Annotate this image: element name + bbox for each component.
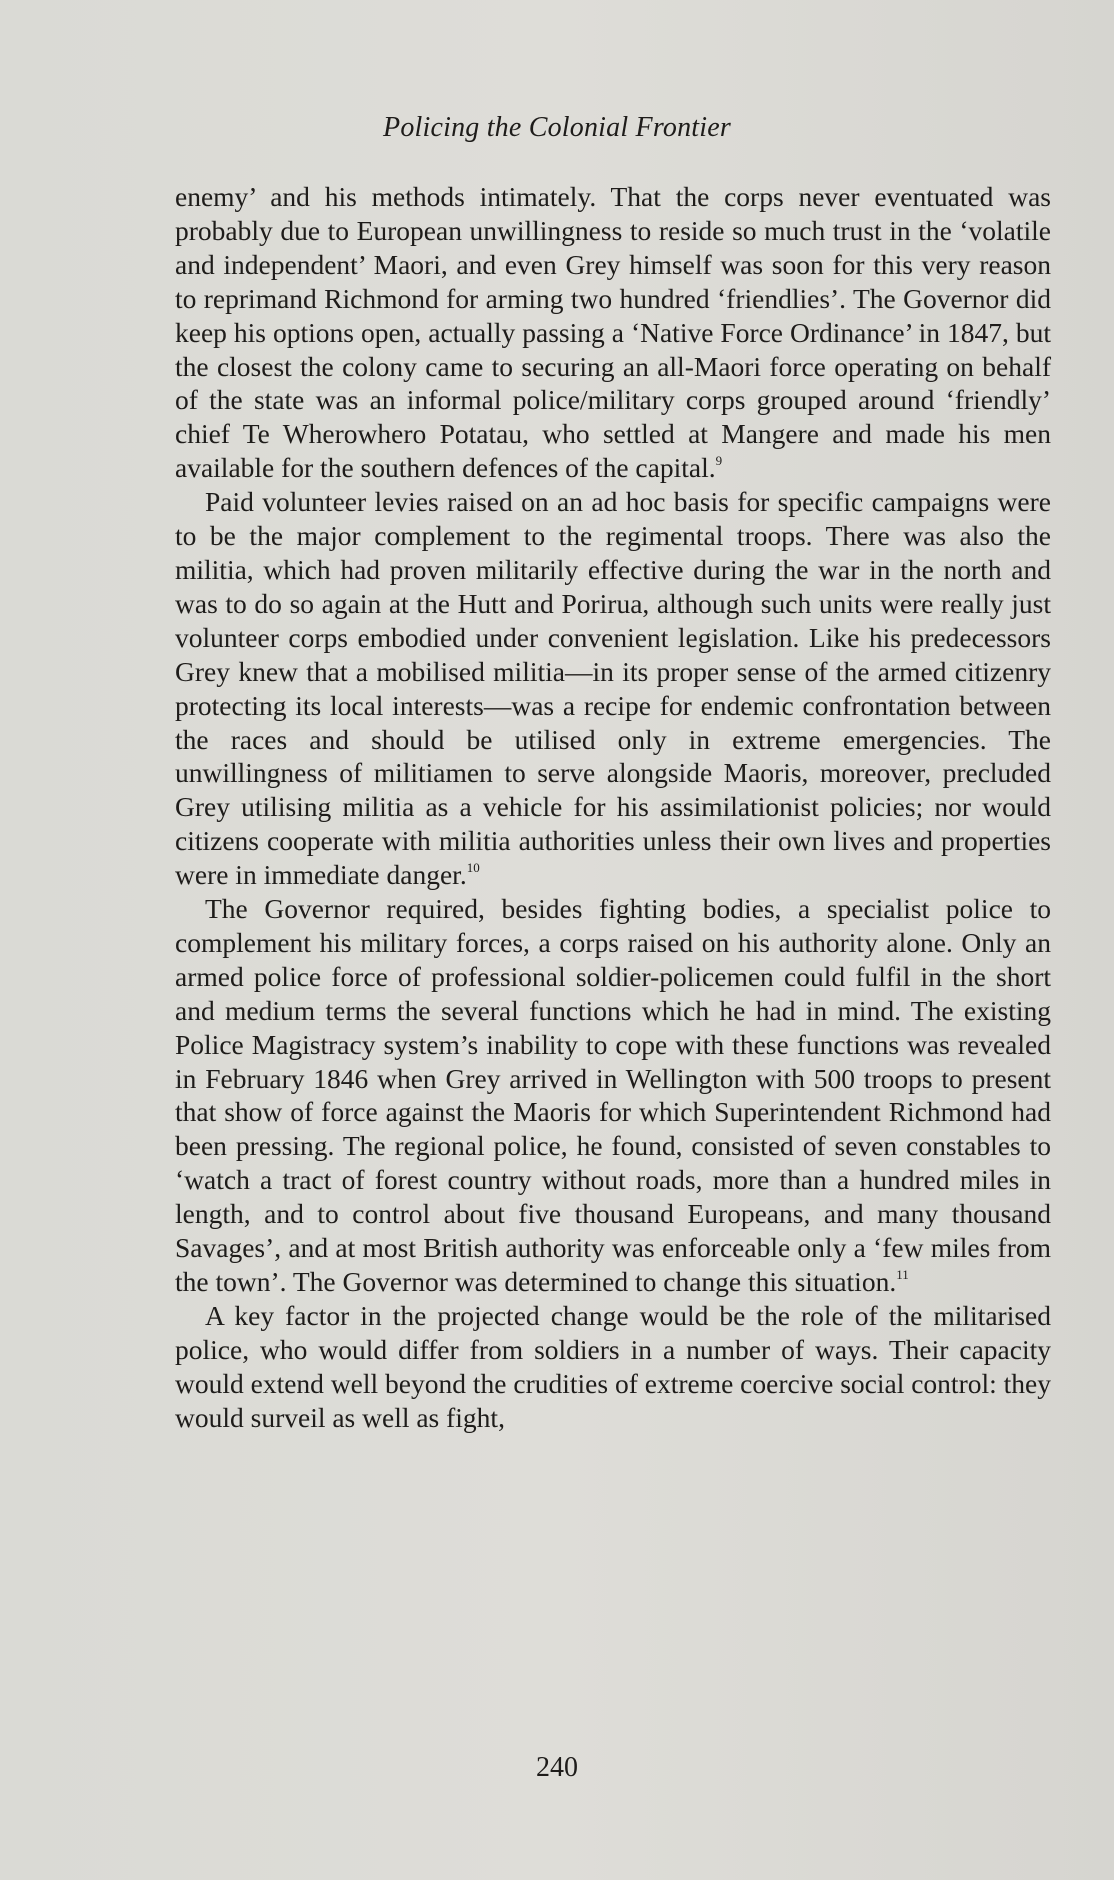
footnote-ref: 11 bbox=[896, 1267, 909, 1282]
running-head: Policing the Colonial Frontier bbox=[383, 112, 731, 143]
paragraph bbox=[175, 485, 1051, 892]
paragraph-text: Paid volunteer levies raised on an ad hoc basis for specific campaigns were to be the major complement to the regimental troops. There was also the militia, which had proven militarily effective during the war in the north and was to do so again at the Hutt and Porirua, although such units were really just volunteer corps embodied under convenient legislation. Like his predecessors Grey knew that a mobilised militia—in its proper sense of the armed citizenry protecting its local interests—was a recipe for endemic confrontation between the races and should be utilised only in extreme emergencies. The unwillingness of militiamen to serve alongside Maoris, moreover, precluded Grey utilising militia as a vehicle for his assimilationist policies; nor would citizens cooperate with militia authorities unless their own lives and properties were in immediate danger. bbox=[175, 486, 1051, 891]
paragraph-text: A key factor in the projected change would be the role of the militarised police, who would differ from soldiers in a number of ways. Their capacity would extend well beyond the crudities of extreme coercive social control: they would surveil as well as fight, bbox=[175, 1299, 1051, 1433]
page-number: 240 bbox=[536, 1752, 578, 1783]
paragraph bbox=[175, 1299, 1051, 1435]
body-text bbox=[175, 180, 1051, 1435]
footnote-ref: 9 bbox=[715, 453, 723, 469]
paragraph bbox=[175, 892, 1051, 1299]
paragraph-text: enemy’ and his methods intimately. That the corps never eventuated was probably due to European unwillingness to reside so much trust in the ‘volatile and independent’ Maori, and even Grey himself was soon for this very reason to reprimand Richmond for arming two hundred ‘friendlies’. The Governor did keep his options open, actually passing a ‘Native Force Ordinance’ in 1847, but the closest the colony came to securing an all-Maori force operating on behalf of the state was an informal police/military corps grouped around ‘friendly’ chief Te Wherowhero Potatau, who settled at Mangere and made his men available for the southern defences of the capital. bbox=[175, 181, 1051, 484]
footnote-ref: 10 bbox=[466, 860, 480, 876]
paragraph-text: The Governor required, besides fighting bodies, a specialist police to complement his military forces, a corps raised on his authority alone. Only an armed police force of professional soldier-policemen could fulfil in the short and medium terms the several functions which he had in mind. The existing Police Magistracy system’s inability to cope with these functions was revealed in February 1846 when Grey arrived in Wellington with 500 troops to present that show of force against the Maoris for which Superintendent Richmond had been pressing. The regional police, he found, consisted of seven constables to ‘watch a tract of forest country without roads, more than a hundred miles in length, and to control about five thousand Europeans, and many thousand Savages’, and at most British authority was enforceable only a ‘few miles from the town’. The Governor was determined to change this situation. bbox=[175, 893, 1051, 1297]
paragraph bbox=[175, 180, 1051, 485]
